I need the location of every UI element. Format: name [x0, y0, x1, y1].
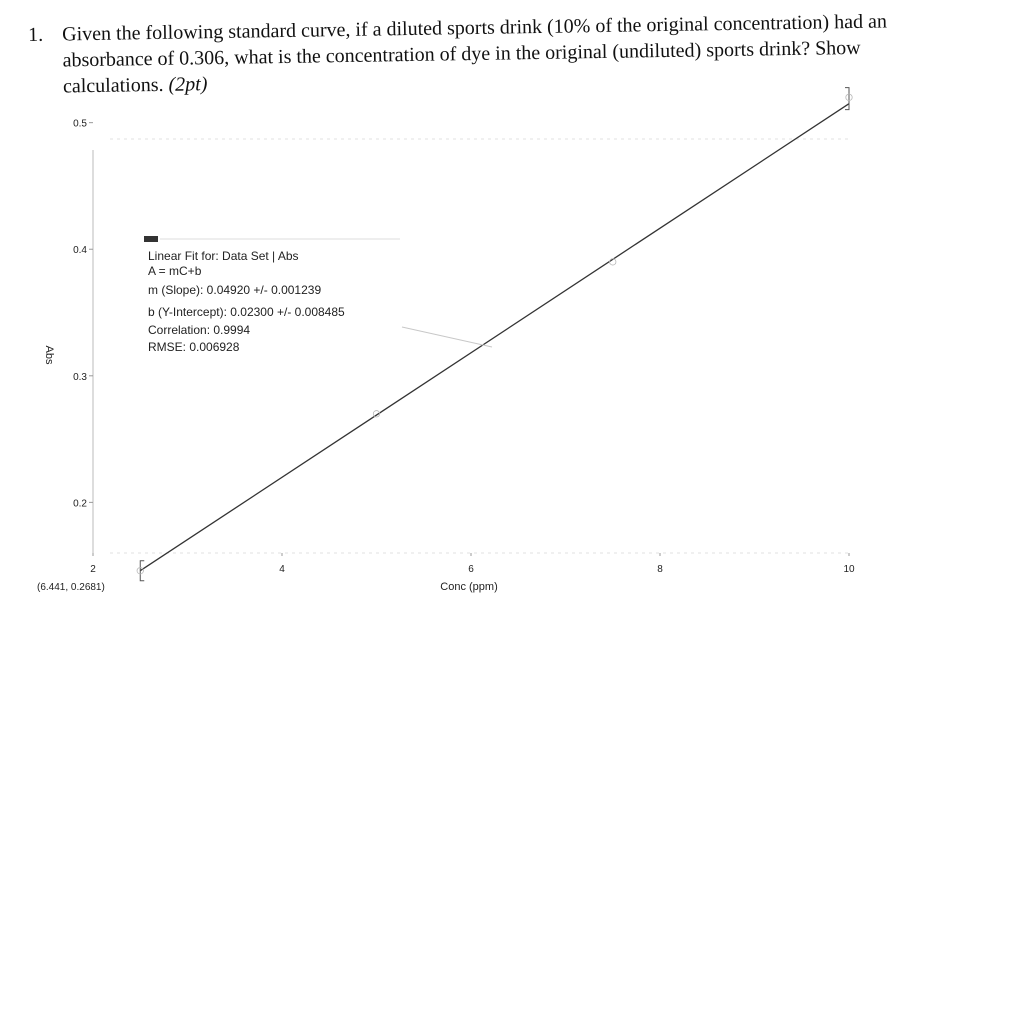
annotation-title: Linear Fit for: Data Set | Abs [148, 249, 299, 263]
question-points: (2pt) [168, 73, 208, 96]
annotation-correlation: Correlation: 0.9994 [148, 323, 251, 337]
y-tick-label-1: 0.3 [73, 371, 87, 383]
y-axis-label: Abs [43, 345, 55, 365]
annotation-rmse: RMSE: 0.006928 [148, 340, 240, 354]
annotation-intercept: b (Y-Intercept): 0.02300 +/- 0.008485 [148, 305, 345, 319]
annotation-equation: A = mC+b [148, 264, 202, 278]
x-tick-label-4: 10 [843, 564, 855, 575]
annotation-slope: m (Slope): 0.04920 +/- 0.001239 [148, 283, 322, 297]
y-tick-label-0: 0.2 [73, 498, 87, 510]
x-tick-label-2: 6 [468, 564, 474, 575]
linear-fit-line [140, 104, 849, 571]
question-text: Given the following standard curve, if a diluted sports drink (10% of the original concentration) had an absorbance of 0.306, what is the concentration of dye in the original (undiluted) sports drink? Show calculations. [62, 10, 888, 98]
annotation-leader-line [402, 327, 492, 347]
fit-annotation [144, 236, 492, 354]
x-tick-label-0: 2 [90, 564, 96, 575]
x-axis-label: Conc (ppm) [440, 581, 498, 593]
cursor-readout: (6.441, 0.2681) [37, 582, 105, 593]
question-number: 1. [28, 23, 44, 46]
y-tick-label-3: 0.5 [73, 118, 87, 130]
x-tick-label-1: 4 [279, 564, 285, 575]
x-tick-label-3: 8 [657, 564, 663, 575]
y-tick-label-2: 0.4 [73, 245, 87, 257]
annotation-marker [144, 236, 158, 242]
